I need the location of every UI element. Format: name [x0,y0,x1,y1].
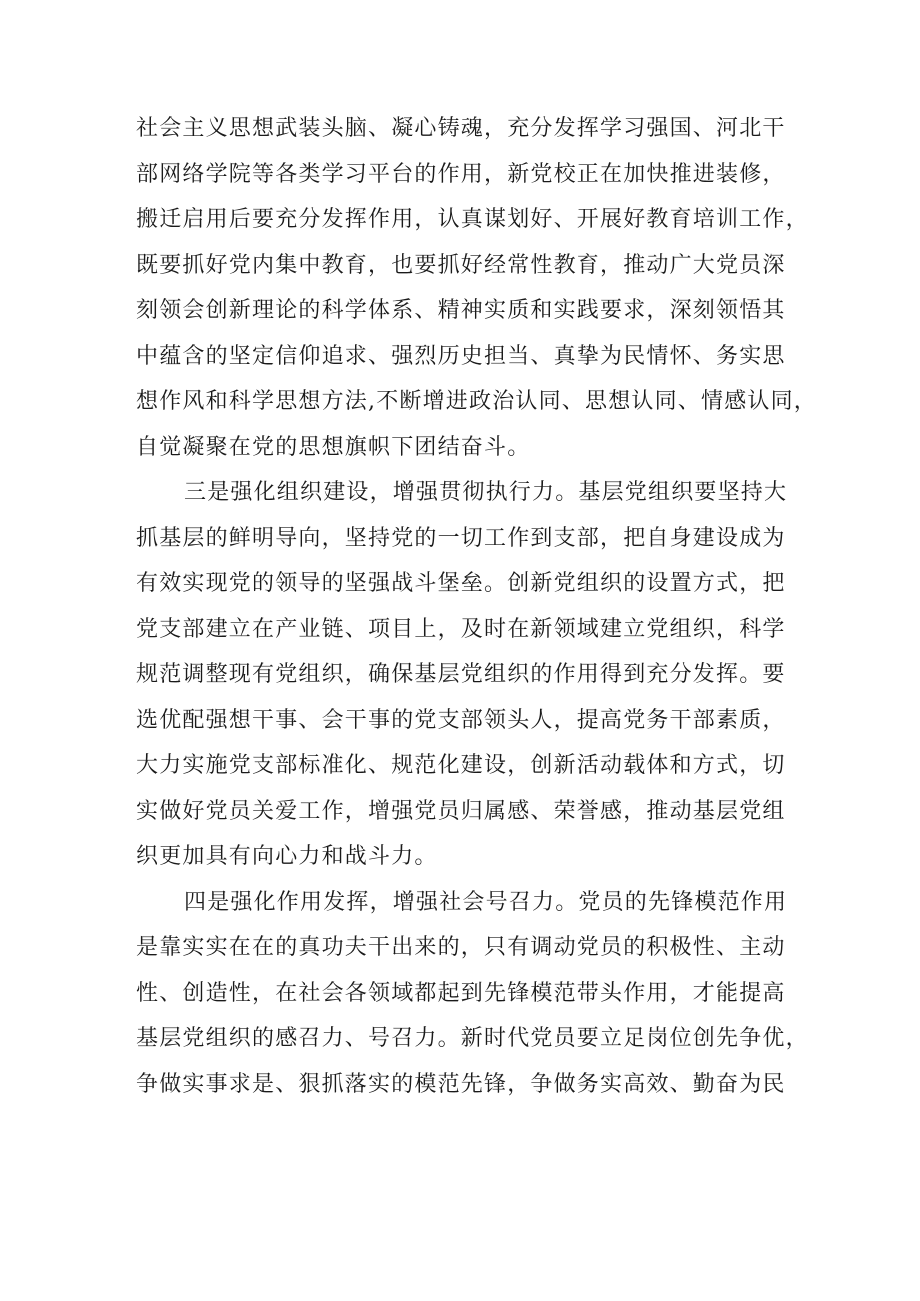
text-line: 大力实施党支部标准化、规范化建设，创新活动载体和方式，切 [136,753,786,778]
text-line: 织更加具有向心力和战斗力。 [136,844,438,869]
text-line: 自觉凝聚在党的思想旗帜下团结奋斗。 [136,434,531,460]
text-line: 社会主义思想武装头脑、凝心铸魂，充分发挥学习强国、河北干 [136,116,786,141]
text-line: 刻领会创新理论的科学体系、精神实质和实践要求，深刻领悟其 [136,298,786,323]
text-line: 是靠实实在在的真功夫干出来的，只有调动党员的积极性、主动 [136,935,786,960]
text-line: 三是强化组织建设，增强贯彻执行力。基层党组织要坚持大 [184,480,788,505]
text-line: 性、创造性，在社会各领域都起到先锋模范带头作用，才能提高 [136,980,786,1006]
text-line: 既要抓好党内集中教育，也要抓好经常性教育，推动广大党员深 [136,252,786,278]
text-line: 基层党组织的感召力、号召力。新时代党员要立足岗位创先争优， [136,1026,809,1051]
paragraph-1 [136,106,817,470]
document-body [136,106,817,1107]
paragraph-3 [136,880,809,1108]
text-line: 四是强化作用发挥，增强社会号召力。党员的先锋模范作用 [184,889,788,915]
text-line: 有效实现党的领导的坚强战斗堡垒。创新党组织的设置方式，把 [136,571,786,596]
text-line: 部网络学院等各类学习平台的作用，新党校正在加快推进装修， [136,161,786,187]
text-line: 规范调整现有党组织，确保基层党组织的作用得到充分发挥。要 [136,662,786,687]
text-line: 选优配强想干事、会干事的党支部领头人，提高党务干部素质， [136,707,786,733]
text-line: 争做实事求是、狠抓落实的模范先锋，争做务实高效、勤奋为民 [136,1071,786,1097]
text-line: 搬迁启用后要充分发挥作用，认真谋划好、开展好教育培训工作， [136,207,809,232]
paragraph-2 [136,470,802,880]
text-line: 中蕴含的坚定信仰追求、强烈历史担当、真挚为民情怀、务实思 [136,343,786,369]
text-line: 想作风和科学思想方法,不断增进政治认同、思想认同、情感认同， [136,389,817,414]
text-line: 党支部建立在产业链、项目上，及时在新领域建立党组织，科学 [136,616,786,642]
text-line: 抓基层的鲜明导向，坚持党的一切工作到支部，把自身建设成为 [136,525,786,551]
text-line: 实做好党员关爱工作，增强党员归属感、荣誉感，推动基层党组 [136,798,786,824]
